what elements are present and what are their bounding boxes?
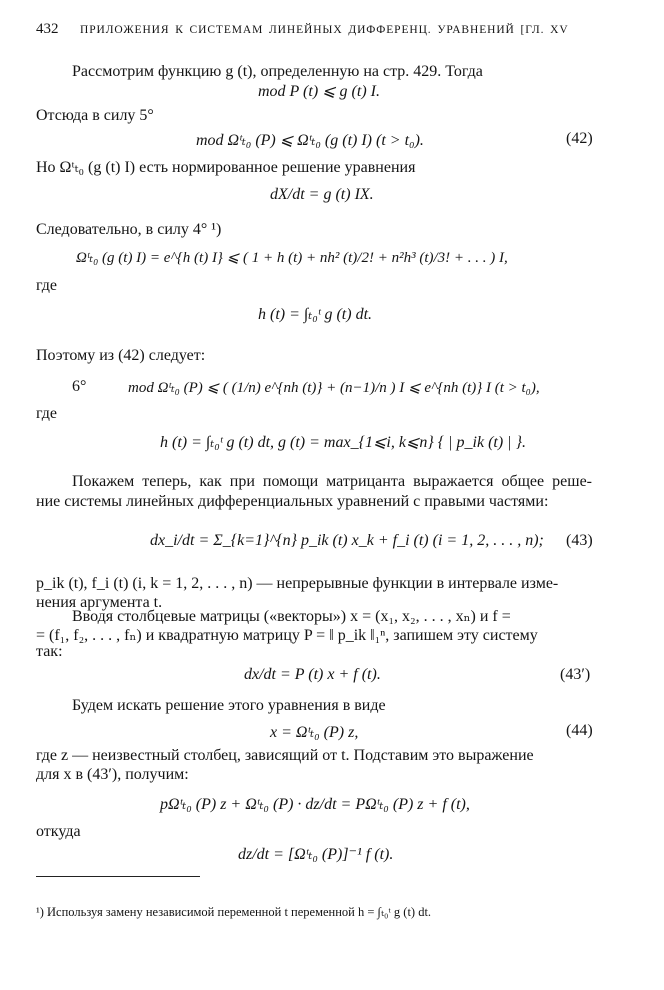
paragraph-4: Следовательно, в силу 4° ¹) <box>36 221 222 238</box>
paragraph-7-line-2: нения аргумента t. <box>36 594 163 611</box>
label-gde-2: где <box>36 405 58 422</box>
formula-43-prime: dx/dt = P (t) x + f (t). <box>244 666 381 683</box>
formula-7: h (t) = ∫ₜ₀ᵗ g (t) dt, g (t) = max_{1⩽i, k⩽n} { | p_ik (t) | }. <box>160 434 526 451</box>
paragraph-1: Рассмотрим функцию g (t), определенную на стр. 429. Тогда <box>72 63 483 80</box>
footnote-divider <box>36 876 200 877</box>
equation-number-42: (42) <box>566 130 593 147</box>
paragraph-6-line-2: ние системы линейных дифференциальных уравнений с правыми частями: <box>36 493 549 510</box>
paragraph-8-line-2: = (f₁, f₂, . . . , fₙ) и квадратную матрицу P = ‖ p_ik ‖₁ⁿ, запишем эту систему <box>36 627 538 644</box>
label-gde-1: где <box>36 277 58 294</box>
formula-5: h (t) = ∫ₜ₀ᵗ g (t) dt. <box>258 306 373 323</box>
formula-12: dz/dt = [Ωᵗₜ₀ (P)]⁻¹ f (t). <box>238 846 394 863</box>
formula-3: dX/dt = g (t) IX. <box>270 186 374 203</box>
paragraph-2: Отсюда в силу 5° <box>36 107 154 124</box>
formula-42: mod Ωᵗₜ₀ (P) ⩽ Ωᵗₜ₀ (g (t) I) (t > t₀). <box>196 132 424 149</box>
formula-6-label: 6° <box>72 378 87 395</box>
formula-11: pΩᵗₜ₀ (P) z + Ωᵗₜ₀ (P) · dz/dt = PΩᵗₜ₀ (P) z + f (t), <box>160 796 470 813</box>
formula-44: x = Ωᵗₜ₀ (P) z, <box>270 724 359 741</box>
paragraph-6-line-1: Покажем теперь, как при помощи матрицанта выражается общее реше- <box>72 473 592 490</box>
paragraph-7-line-1: p_ik (t), f_i (t) (i, k = 1, 2, . . . , n) — непрерывные функции в интервале изме- <box>36 575 559 592</box>
formula-6: mod Ωᵗₜ₀ (P) ⩽ ( (1/n) e^{nh (t)} + (n−1)/n ) I ⩽ e^{nh (t)} I (t > t₀), <box>128 380 540 396</box>
equation-number-43: (43) <box>566 532 593 549</box>
paragraph-10-line-1: где z — неизвестный столбец, зависящий от t. Подставим это выражение <box>36 747 534 764</box>
equation-number-44: (44) <box>566 722 593 739</box>
paragraph-8-line-1: Вводя столбцевые матрицы («векторы») x = (x₁, x₂, . . . , xₙ) и f = <box>72 608 511 625</box>
formula-43: dx_i/dt = Σ_{k=1}^{n} p_ik (t) x_k + f_i (t) (i = 1, 2, . . . , n); <box>150 532 544 549</box>
equation-number-43-prime: (43′) <box>560 666 591 683</box>
footnote: ¹) Используя замену независимой переменной t переменной h = ∫ₜ₀ᵗ g (t) dt. <box>36 905 432 919</box>
paragraph-9: Будем искать решение этого уравнения в виде <box>72 697 386 714</box>
running-title: ПРИЛОЖЕНИЯ К СИСТЕМАМ ЛИНЕЙНЫХ ДИФФЕРЕНЦ. УРАВНЕНИЙ [ГЛ. XV <box>80 24 569 36</box>
paragraph-11: откуда <box>36 823 81 840</box>
formula-1: mod P (t) ⩽ g (t) I. <box>258 83 380 100</box>
paragraph-5: Поэтому из (42) следует: <box>36 347 206 364</box>
paragraph-3: Но Ωᵗₜ₀ (g (t) I) есть нормированное решение уравнения <box>36 159 416 176</box>
formula-4: Ωᵗₜ₀ (g (t) I) = e^{h (t) I} ⩽ ( 1 + h (t) + nh² (t)/2! + n²h³ (t)/3! + . . . ) I, <box>76 250 508 266</box>
page-number: 432 <box>36 21 59 37</box>
paragraph-8-line-3: так: <box>36 643 63 660</box>
paragraph-10-line-2: для x в (43′), получим: <box>36 766 189 783</box>
